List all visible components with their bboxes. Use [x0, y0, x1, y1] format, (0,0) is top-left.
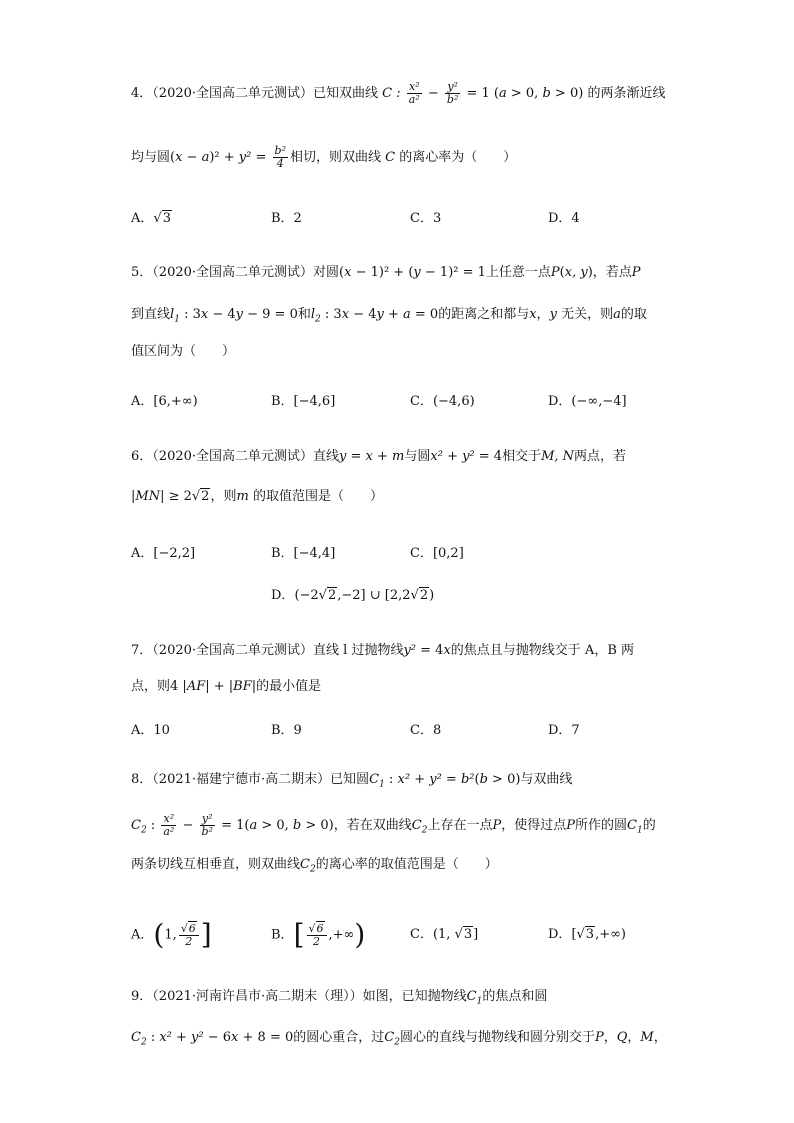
q4-option-d[interactable]: D．4: [548, 211, 580, 226]
q4-number: 4: [131, 86, 140, 101]
q7-options: [131, 720, 691, 744]
q7-option-d[interactable]: D．7: [548, 723, 580, 738]
q9-line2: $C_2$ : x² + y² − 6x + 8 = 0的圆心重合，过$C_2$圆心的直线与抛物线和圆分别交于P，Q，M，: [131, 1030, 667, 1048]
q6-option-c[interactable]: C．[0,2]: [410, 546, 464, 561]
q5-option-c[interactable]: C．(−4,6): [410, 394, 475, 409]
q8-option-b[interactable]: B．[ $\frac{√6}{2}$ ,+∞): [271, 918, 366, 951]
q7-line1: 7．（2020·全国高二单元测试）直线 l 过抛物线y² = 4x的焦点且与抛物线交于 A，B 两: [131, 643, 635, 658]
q8-option-d[interactable]: D．[√3,+∞): [548, 927, 627, 942]
q7-line2: 点，则4 |AF| + |BF|的最小值是: [131, 679, 322, 694]
q5-options: [131, 391, 691, 415]
q4-line1: 4．（2020·全国高二单元测试）已知双曲线 C : $\frac{\text{x²}}{\text{a²}}$ − $\frac{\text{y²}}{\text{b²}}$ = 1 (a > 0, b > 0) 的两条渐近线: [131, 80, 666, 106]
q8-option-a[interactable]: A．(1, $\frac{√6}{2}$ ]: [131, 918, 212, 951]
q8-options: [131, 918, 691, 952]
q4-formula: C : $\frac{\text{x²}}{\text{a²}}$ − $\frac{\text{y²}}{\text{b²}}$ = 1 (a > 0, b > 0): [382, 80, 584, 106]
q5-line1: 5．（2020·全国高二单元测试）对圆(x − 1)² + (y − 1)² = 1上任意一点P(x, y)，若点P: [131, 265, 641, 280]
q4-option-c[interactable]: C．3: [410, 211, 442, 226]
q5-option-b[interactable]: B．[−4,6]: [271, 394, 336, 409]
q7-option-c[interactable]: C．8: [410, 723, 442, 738]
q6-line2: |MN| ≥ 2√2，则m 的取值范围是（ ）: [131, 489, 383, 504]
q8-line2: $C_2$ : $\frac{\text{x²}}{\text{a²}}$ − $\frac{\text{y²}}{\text{b²}}$ = 1(a > 0, b > 0)，若在双曲线$C_2$上存在一点P，使得过点P所作的圆$C_1$的: [131, 812, 656, 838]
q8-line3: 两条切线互相垂直，则双曲线$C_2$的离心率的取值范围是（ ）: [131, 857, 498, 875]
q6-option-a[interactable]: A．[−2,2]: [131, 546, 196, 561]
q4-line2: 均与圆(x − a)² + y² = $\frac{\text{b²}}{4}$ 相切，则双曲线 C 的离心率为（ ）: [131, 144, 517, 170]
q4-options: [131, 208, 691, 232]
q5-option-a[interactable]: A．[6,+∞): [131, 394, 198, 409]
q6-options: [131, 543, 691, 567]
q7-option-b[interactable]: B．9: [271, 723, 302, 738]
q6-line1: 6．（2020·全国高二单元测试）直线y = x + m与圆x² + y² = 4相交于M, N两点，若: [131, 449, 627, 464]
q4-option-b[interactable]: B．2: [271, 211, 302, 226]
q4-source: （2020·全国高二单元测试）: [152, 86, 314, 101]
q5-line3: 值区间为（ ）: [131, 344, 236, 359]
q8-line1: 8．（2021·福建宁德市·高二期末）已知圆$C_1$ : x² + y² = b²(b > 0)与双曲线: [131, 772, 573, 790]
q5-line2: 到直线$l_1$ : 3x − 4y − 9 = 0和$l_2$ : 3x − 4y + a = 0的距离之和都与x，y 无关，则a的取: [131, 307, 647, 325]
q4-option-a[interactable]: A．√3: [131, 211, 171, 226]
q6-option-b[interactable]: B．[−4,4]: [271, 546, 336, 561]
q6-option-d[interactable]: D．(−2√2,−2] ∪ [2,2√2): [271, 588, 435, 603]
q7-option-a[interactable]: A．10: [131, 723, 170, 738]
q6-options-row2: [131, 585, 691, 609]
q5-option-d[interactable]: D．(−∞,−4]: [548, 394, 627, 409]
q9-line1: 9．（2021·河南许昌市·高二期末（理））如图，已知抛物线$C_1$的焦点和圆: [131, 989, 548, 1007]
q8-option-c[interactable]: C．(1, √3]: [410, 927, 479, 942]
